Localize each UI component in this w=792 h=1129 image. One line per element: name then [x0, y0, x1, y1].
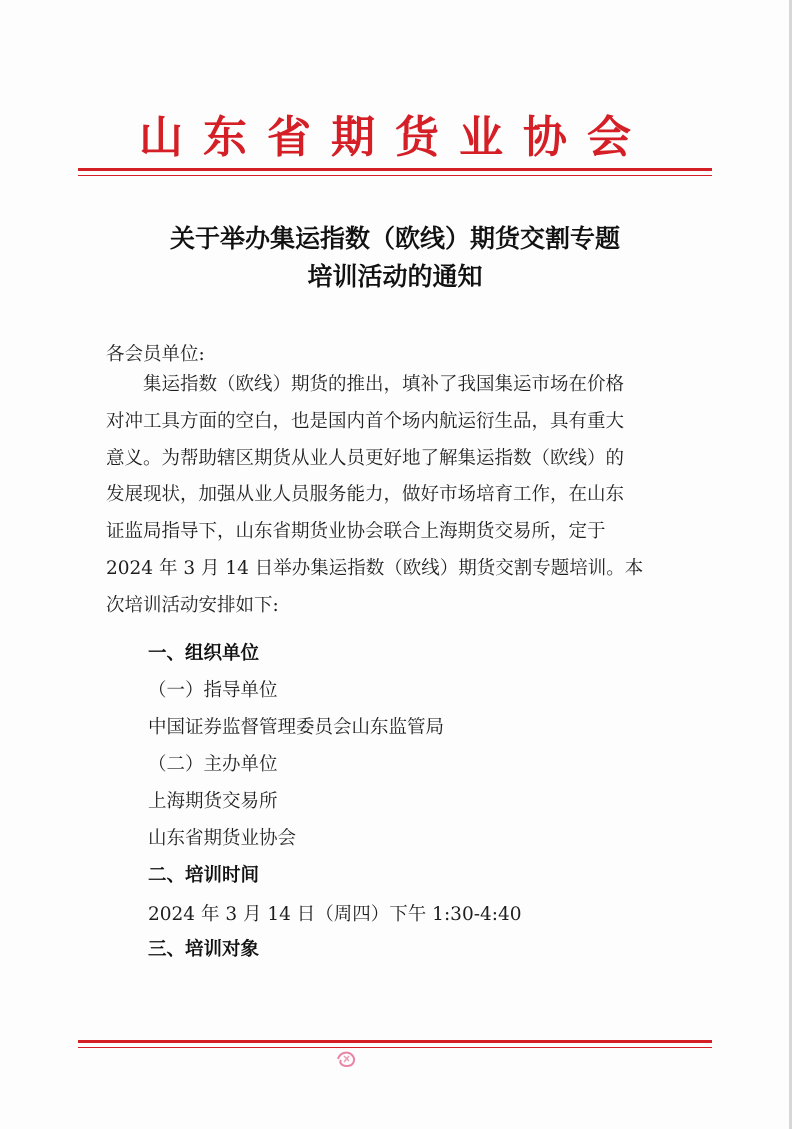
section-2-heading: 二、培训时间	[148, 865, 260, 886]
footer-rule-thick	[78, 1040, 712, 1043]
intro-line: 对冲工具方面的空白，也是国内首个场内航运衍生品，具有重大	[106, 410, 625, 432]
section-1-sub-1: （一）指导单位	[148, 680, 278, 701]
organizer-1: 上海期货交易所	[148, 791, 278, 812]
intro-line: 2024 年 3 月 14 日举办集运指数（欧线）期货交割专题培训。本	[106, 557, 644, 579]
intro-line: 证监局指导下，山东省期货业协会联合上海期货交易所，定于	[106, 521, 606, 543]
document-title	[78, 220, 712, 296]
section-1-heading: 一、组织单位	[148, 643, 260, 664]
seal-stamp-mark	[334, 1049, 360, 1069]
intro-line: 次培训活动安排如下:	[106, 594, 279, 616]
intro-line: 集运指数（欧线）期货的推出，填补了我国集运市场在价格	[106, 374, 625, 395]
letterhead-org-name: 山东省期货业协会	[139, 112, 651, 163]
section-1-sub-2: （二）主办单位	[148, 754, 278, 775]
letterhead-rule-thin	[78, 175, 712, 176]
organizer-2: 山东省期货业协会	[148, 828, 297, 849]
document-title-line-1: 关于举办集运指数（欧线）期货交割专题	[169, 224, 620, 253]
training-time: 2024 年 3 月 14 日（周四）下午 1:30-4:40	[148, 904, 522, 925]
intro-line: 发展现状，加强从业人员服务能力，做好市场培育工作，在山东	[106, 484, 625, 506]
section-3-heading: 三、培训对象	[148, 939, 260, 960]
guiding-unit: 中国证券监督管理委员会山东监管局	[148, 717, 445, 738]
intro-paragraph	[106, 367, 696, 625]
document-title-line-2: 培训活动的通知	[307, 262, 483, 291]
intro-line: 意义。为帮助辖区期货从业人员更好地了解集运指数（欧线）的	[106, 447, 625, 469]
letterhead-rule-thick	[78, 168, 712, 171]
footer-rule-thin	[78, 1047, 712, 1048]
salutation: 各会员单位:	[106, 344, 205, 365]
